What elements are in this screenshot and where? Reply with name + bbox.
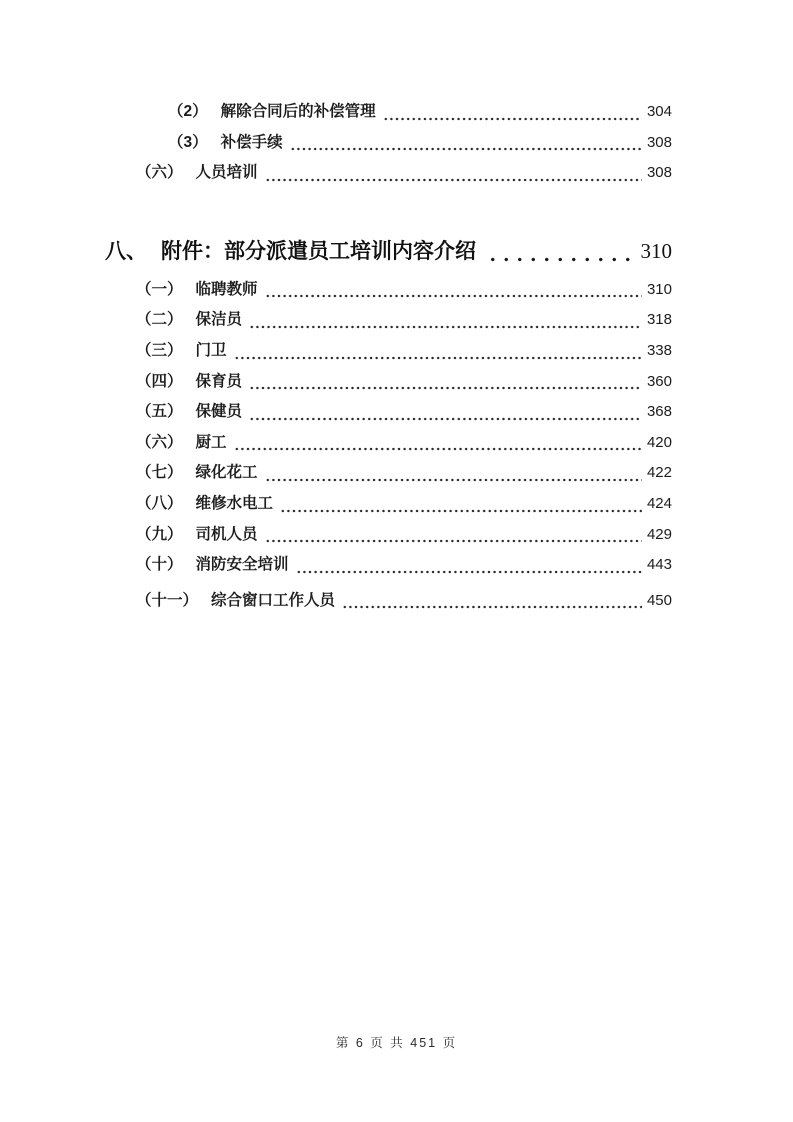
toc-entry-label: （九） (136, 525, 183, 543)
toc-entry-title: 维修水电工 (195, 494, 274, 512)
toc-entry-label: （3） (168, 133, 208, 151)
toc-entry-title: 司机人员 (195, 525, 258, 543)
toc-entry-title: 消防安全培训 (195, 556, 289, 574)
toc-entry-label: （一） (136, 280, 183, 298)
dot-leader (486, 256, 633, 263)
toc-entry[interactable] (105, 428, 672, 459)
toc-entry[interactable] (105, 586, 672, 617)
toc-heading[interactable] (105, 231, 672, 271)
toc-entry-page: 443 (646, 556, 672, 574)
dot-leader (280, 508, 642, 514)
toc-entry-title: 附件：部分派遣员工培训内容介绍 (161, 239, 476, 263)
toc-entry-title: 保健员 (195, 403, 243, 421)
toc-entry-title: 门卫 (195, 341, 227, 359)
toc-entry-page: 424 (646, 494, 672, 512)
toc-entry-label: （五） (136, 403, 183, 421)
toc-entry[interactable] (105, 97, 672, 128)
toc-entry-label: （二） (136, 311, 183, 329)
toc-entry-page: 304 (646, 103, 672, 120)
toc-entry-title: 厨工 (195, 433, 227, 451)
toc-entry-page: 338 (646, 341, 672, 359)
toc-entry[interactable] (105, 367, 672, 398)
dot-leader (265, 177, 642, 183)
toc-entry[interactable] (105, 520, 672, 551)
dot-leader (265, 538, 642, 544)
dot-leader (342, 604, 642, 610)
toc-entry-page: 368 (646, 403, 672, 421)
dot-leader (296, 569, 642, 575)
toc-entry-label: （十一） (136, 591, 199, 609)
toc-entry-title: 补偿手续 (220, 133, 283, 151)
dot-leader (265, 477, 642, 483)
toc-entry[interactable] (105, 550, 672, 581)
dot-leader (249, 385, 642, 391)
toc-entry-label: （三） (136, 341, 183, 359)
toc-entry-page: 308 (646, 133, 672, 151)
toc-entry-label: （2） (168, 103, 208, 120)
toc-entry-title: 人员培训 (195, 164, 258, 182)
page-footer (0, 1033, 793, 1051)
toc-entry[interactable] (105, 336, 672, 367)
toc-entry-title: 保洁员 (195, 311, 243, 329)
toc-entry[interactable] (105, 158, 672, 189)
dot-leader (265, 293, 642, 299)
table-of-contents (105, 97, 672, 616)
toc-entry-label: （四） (136, 372, 183, 390)
toc-entry-title: 临聘教师 (195, 280, 258, 298)
toc-entry-title: 解除合同后的补偿管理 (220, 103, 376, 120)
toc-entry-page: 318 (646, 311, 672, 329)
toc-entry[interactable] (105, 275, 672, 306)
dot-leader (290, 146, 642, 152)
toc-entry[interactable] (105, 128, 672, 159)
toc-entry-page: 429 (646, 525, 672, 543)
dot-leader (383, 116, 642, 122)
toc-entry-title: 绿化花工 (195, 464, 258, 482)
toc-entry-page: 420 (646, 433, 672, 451)
dot-leader (249, 324, 642, 330)
dot-leader (234, 446, 642, 452)
toc-entry-label: （十） (136, 556, 183, 574)
toc-entry-title: 综合窗口工作人员 (211, 591, 336, 609)
toc-entry-page: 450 (646, 591, 672, 609)
toc-entry-page: 308 (646, 164, 672, 182)
toc-entry[interactable] (105, 397, 672, 428)
toc-entry-title: 保育员 (195, 372, 243, 390)
page-number-text: 第 6 页 共 451 页 (335, 1036, 458, 1050)
dot-leader (249, 416, 642, 422)
toc-entry-label: 八、 (105, 239, 147, 263)
dot-leader (234, 355, 642, 361)
toc-entry-page: 310 (640, 238, 672, 263)
toc-entry[interactable] (105, 305, 672, 336)
toc-entry[interactable] (105, 489, 672, 520)
toc-entry-label: （七） (136, 464, 183, 482)
toc-entry[interactable] (105, 458, 672, 489)
toc-entry-page: 422 (646, 464, 672, 482)
toc-entry-page: 360 (646, 372, 672, 390)
toc-entry-label: （六） (136, 164, 183, 182)
toc-entry-label: （六） (136, 433, 183, 451)
toc-entry-label: （八） (136, 494, 183, 512)
toc-entry-page: 310 (646, 280, 672, 298)
